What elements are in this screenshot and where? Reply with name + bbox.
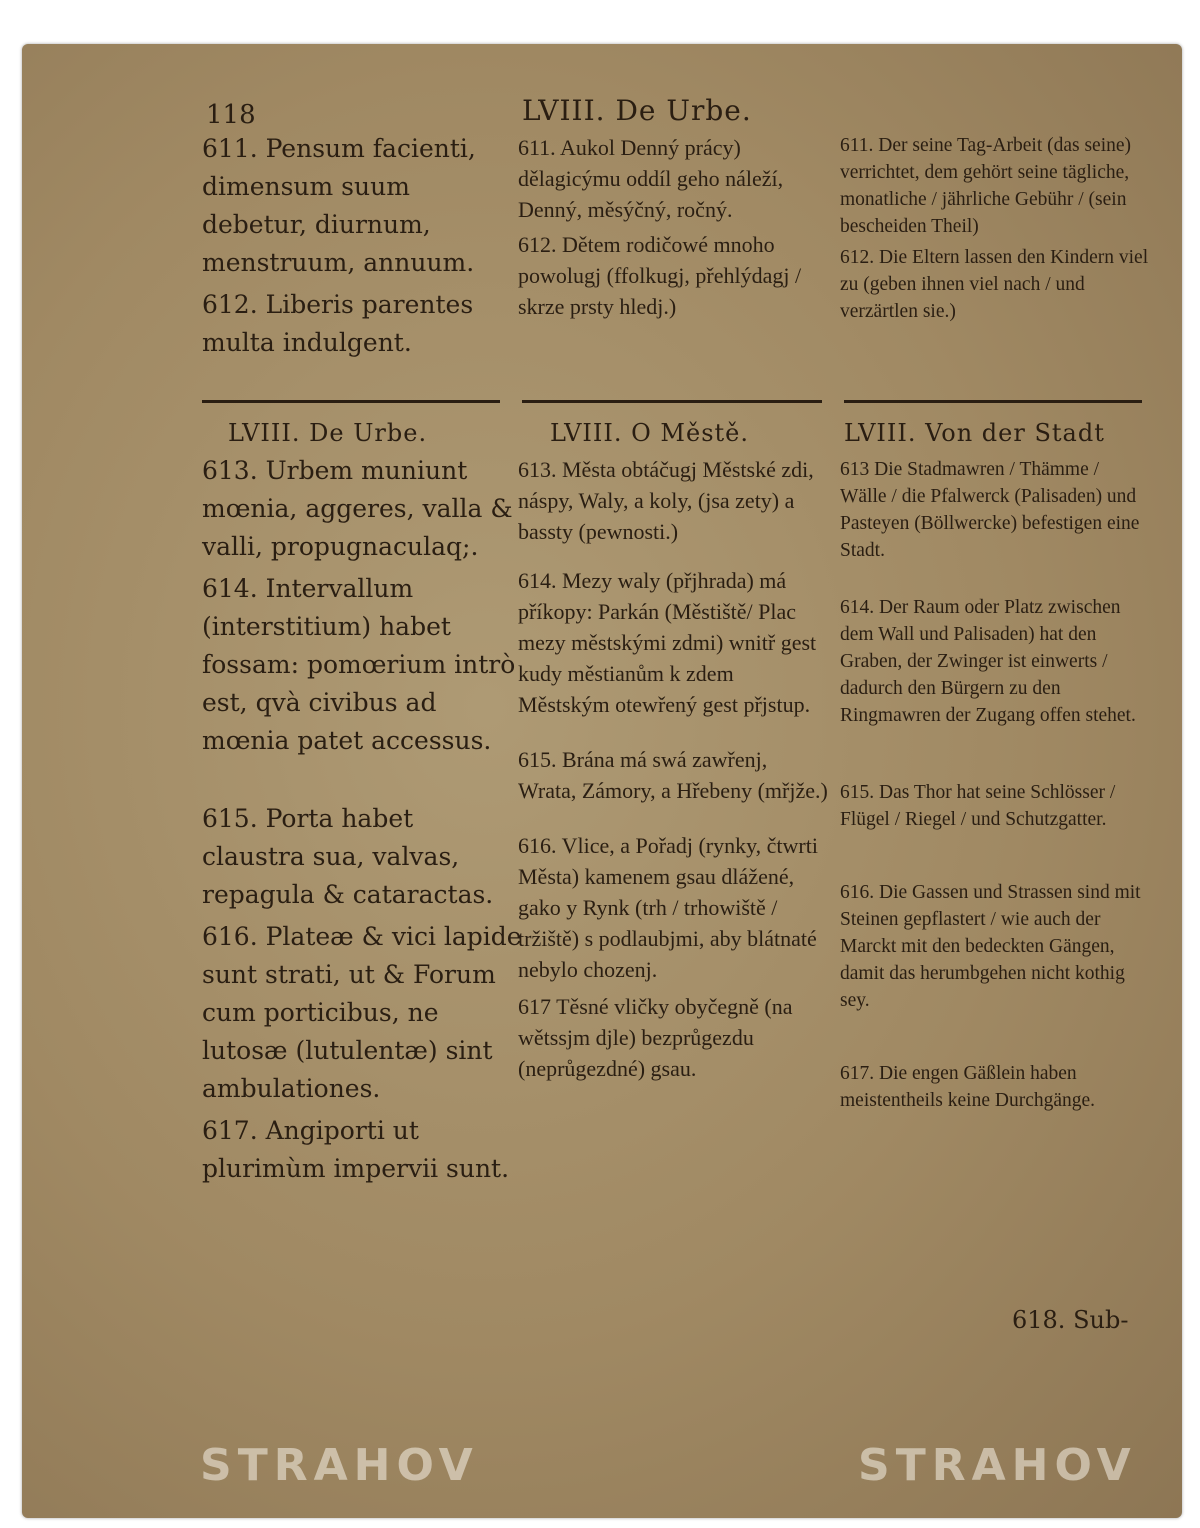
german-entry-616: 616. Die Gassen und Strassen sind mit Steinen gepflastert / wie auch der Marckt mit den bedeckten Gängen, damit das herumbgehen nicht kothig sey.	[840, 882, 1141, 1011]
section-rule-latin	[202, 400, 500, 403]
latin-section-heading: LVIII. De Urbe.	[228, 419, 428, 447]
german-entry-617: 617. Die engen Gäßlein haben meistentheils keine Durchgänge.	[840, 1063, 1096, 1111]
latin-entry-613: 613. Urbem muniunt mœnia, aggeres, valla & valli, propugnaculaq;.	[202, 456, 513, 561]
czech-entry-614: 614. Mezy waly (přjhrada) má příkopy: Parkán (Městiště/ Plac mezy městskými zdmi) wnitř gest kudy městianům k zdem Městským otewřený gest přjstup.	[518, 568, 817, 717]
czech-entry-611: 611. Aukol Denný prácy) dělagicýmu oddíl geho náleží, Denný, měsýčný, ročný.	[518, 135, 784, 222]
german-section-heading: LVIII. Von der Stadt	[844, 419, 1105, 447]
latin-entry-616: 616. Plateæ & vici lapide sunt strati, ut & Forum cum porticibus, ne lutosæ (lutulentæ) sint ambulationes.	[202, 922, 522, 1103]
german-entry-615: 615. Das Thor hat seine Schlösser / Flügel / Riegel / und Schutzgatter.	[840, 782, 1116, 830]
latin-entry-617: 617. Angiporti ut plurimùm impervii sunt.	[202, 1116, 510, 1183]
watermark-left: STRAHOV	[200, 1440, 479, 1491]
watermark-right: STRAHOV	[858, 1440, 1137, 1491]
latin-entry-614: 614. Intervallum (interstitium) habet fossam: pomœrium intrò est, qvà civibus ad mœnia patet accessus.	[202, 574, 516, 755]
latin-entry-612: 612. Liberis parentes multa indulgent.	[202, 290, 474, 357]
german-entry-612: 612. Die Eltern lassen den Kindern viel zu (geben ihnen viel nach / und verzärtlen sie.)	[840, 247, 1149, 322]
latin-entry-611: 611. Pensum facienti, dimensum suum debetur, diurnum, menstruum, annuum.	[202, 134, 476, 277]
german-entry-614: 614. Der Raum oder Platz zwischen dem Wall und Palisaden) hat den Graben, der Zwinger ist einwerts / dadurch den Bürgern zu den Ringmawren der Zugang offen stehet.	[840, 597, 1136, 726]
german-entry-613: 613 Die Stadmawren / Thämme / Wälle / die Pfalwerck (Palisaden) und Pasteyen (Böllwercke) befestigen eine Stadt.	[840, 459, 1140, 561]
czech-section-heading: LVIII. O Městě.	[550, 419, 749, 447]
czech-column-bottom	[518, 454, 828, 1084]
section-rule-german	[844, 400, 1142, 403]
czech-entry-612: 612. Dětem rodičowé mnoho powolugj (ffolkugj, přehlýdagj / skrze prsty hledj.)	[518, 232, 802, 319]
czech-entry-617: 617 Těsné vličky obyčegně (na wětssjm djle) bezprůgezdu (neprůgezdné) gsau.	[518, 994, 793, 1081]
latin-column-top	[202, 130, 522, 362]
book-page	[22, 44, 1182, 1518]
running-head: LVIII. De Urbe.	[522, 94, 752, 127]
czech-entry-613: 613. Města obtáčugj Městské zdi, náspy, Waly, a koly, (jsa zety) a bassty (pewnosti.)	[518, 457, 814, 544]
german-column-top	[840, 132, 1150, 325]
catchword: 618. Sub-	[1012, 1306, 1129, 1334]
latin-column-bottom	[202, 452, 522, 1188]
german-entry-611: 611. Der seine Tag-Arbeit (das seine) verrichtet, dem gehört seine tägliche, monatliche / jährliche Gebühr / (sein bescheiden Theil)	[840, 135, 1132, 237]
latin-entry-615: 615. Porta habet claustra sua, valvas, repagula & cataractas.	[202, 804, 494, 909]
german-column-bottom	[840, 456, 1150, 1114]
czech-column-top	[518, 132, 828, 322]
page-number: 118	[206, 100, 256, 130]
czech-entry-616: 616. Vlice, a Pořadj (rynky, čtwrti Města) kamenem gsau dlážené, gako y Rynk (trh / trhowiště / tržiště) s podlaubjmi, aby blátnaté nebylo chozenj.	[518, 833, 818, 982]
czech-entry-615: 615. Brána má swá zawřenj, Wrata, Zámory, a Hřebeny (mřjže.)	[518, 747, 828, 803]
section-rule-czech	[522, 400, 822, 403]
